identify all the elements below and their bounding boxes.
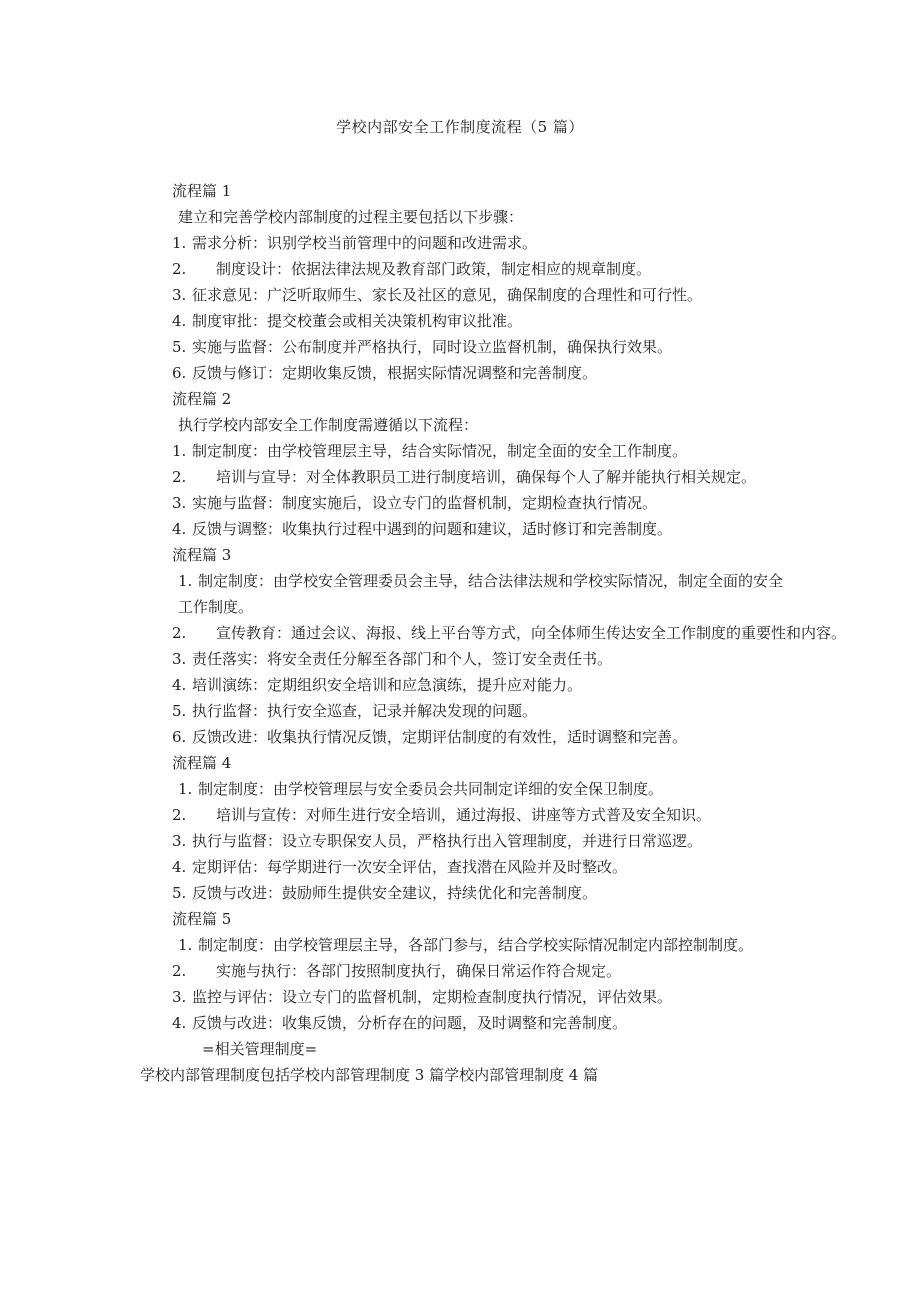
item-text: 制定制度：由学校管理层主导，各部门参与，结合学校实际情况制定内部控制制度。 [198, 936, 754, 954]
item-number: 3. [172, 988, 187, 1006]
item-text: 实施与执行：各部门按照制度执行，确保日常运作符合规定。 [216, 962, 622, 980]
section-heading: 流程篇 5 [172, 910, 232, 928]
list-item [140, 828, 790, 854]
item-text: 需求分析：识别学校当前管理中的问题和改进需求。 [192, 234, 538, 252]
related-label: =相关管理制度= [202, 1040, 318, 1058]
item-text: 反馈与修订：定期收集反馈，根据实际情况调整和完善制度。 [192, 364, 598, 382]
item-number: 1. [172, 442, 187, 460]
item-number: 4. [172, 312, 187, 330]
section-heading: 流程篇 2 [172, 390, 232, 408]
item-text: 反馈与改进：鼓励师生提供安全建议，持续优化和完善制度。 [192, 884, 598, 902]
item-number: 4. [172, 858, 187, 876]
item-text: 制度设计：依据法律法规及教育部门政策，制定相应的规章制度。 [216, 260, 652, 278]
list-item [140, 1010, 790, 1036]
item-number: 2. [172, 806, 187, 824]
item-text: 制度审批：提交校董会或相关决策机构审议批准。 [192, 312, 523, 330]
list-item [140, 984, 790, 1010]
item-number: 2. [172, 962, 187, 980]
section-intro: 建立和完善学校内部制度的过程主要包括以下步骤： [178, 208, 524, 226]
item-text: 实施与监督：制度实施后，设立专门的监督机制，定期检查执行情况。 [192, 494, 658, 512]
item-text: 制定制度：由学校安全管理委员会主导，结合法律法规和学校实际情况，制定全面的安全工作制度。 [178, 572, 784, 616]
list-item [140, 438, 790, 464]
item-number: 2. [172, 468, 187, 486]
list-item [140, 724, 790, 750]
item-number: 4. [172, 1014, 187, 1032]
document-body [140, 178, 847, 1088]
item-text: 制定制度：由学校管理层主导，结合实际情况，制定全面的安全工作制度。 [192, 442, 688, 460]
item-text: 反馈与改进：收集反馈，分析存在的问题，及时调整和完善制度。 [192, 1014, 628, 1032]
section-heading: 流程篇 3 [172, 546, 232, 564]
item-text: 培训与宣导：对全体教职员工进行制度培训，确保每个人了解并能执行相关规定。 [216, 468, 757, 486]
list-item [140, 854, 790, 880]
item-number: 1. [178, 936, 193, 954]
section-heading: 流程篇 1 [172, 182, 232, 200]
item-number: 2. [172, 260, 187, 278]
document-title: 学校内部安全工作制度流程（5 篇） [336, 118, 584, 136]
list-item [140, 568, 790, 620]
item-number: 1. [178, 780, 193, 798]
item-text: 监控与评估：设立专门的监督机制，定期检查制度执行情况，评估效果。 [192, 988, 673, 1006]
list-item [140, 776, 790, 802]
list-item [140, 958, 790, 984]
item-text: 征求意见：广泛听取师生、家长及社区的意见，确保制度的合理性和可行性。 [192, 286, 703, 304]
list-item [140, 334, 790, 360]
list-item [140, 646, 790, 672]
list-item [140, 516, 790, 542]
section-intro: 执行学校内部安全工作制度需遵循以下流程： [178, 416, 479, 434]
item-number: 3. [172, 286, 187, 304]
item-text: 执行与监督：设立专职保安人员，严格执行出入管理制度，并进行日常巡逻。 [192, 832, 703, 850]
list-item [140, 802, 790, 828]
item-text: 责任落实：将安全责任分解至各部门和个人，签订安全责任书。 [192, 650, 613, 668]
item-number: 5. [172, 338, 187, 356]
item-text: 培训与宣传：对师生进行安全培训，通过海报、讲座等方式普及安全知识。 [216, 806, 712, 824]
list-item [140, 932, 790, 958]
item-number: 6. [172, 728, 187, 746]
item-number: 3. [172, 494, 187, 512]
item-number: 1. [178, 572, 193, 590]
list-item [140, 880, 790, 906]
item-text: 定期评估：每学期进行一次安全评估，查找潜在风险并及时整改。 [192, 858, 628, 876]
related-links[interactable]: 学校内部管理制度包括学校内部管理制度 3 篇学校内部管理制度 4 篇 [140, 1066, 599, 1084]
list-item [140, 490, 790, 516]
item-number: 4. [172, 520, 187, 538]
list-item [140, 230, 790, 256]
item-text: 宣传教育：通过会议、海报、线上平台等方式，向全体师生传达安全工作制度的重要性和内容。 [216, 624, 847, 642]
list-item [140, 282, 790, 308]
section-heading: 流程篇 4 [172, 754, 232, 772]
list-item [140, 672, 790, 698]
item-number: 5. [172, 884, 187, 902]
list-item [140, 256, 790, 282]
item-number: 2. [172, 624, 187, 642]
item-number: 4. [172, 676, 187, 694]
item-number: 6. [172, 364, 187, 382]
item-number: 5. [172, 702, 187, 720]
item-number: 3. [172, 650, 187, 668]
list-item [140, 464, 790, 490]
list-item [140, 360, 790, 386]
item-text: 实施与监督：公布制度并严格执行，同时设立监督机制，确保执行效果。 [192, 338, 673, 356]
item-text: 反馈改进：收集执行情况反馈，定期评估制度的有效性，适时调整和完善。 [192, 728, 688, 746]
list-item [140, 698, 790, 724]
item-number: 1. [172, 234, 187, 252]
list-item [140, 308, 790, 334]
item-number: 3. [172, 832, 187, 850]
item-text: 执行监督：执行安全巡查，记录并解决发现的问题。 [192, 702, 538, 720]
item-text: 反馈与调整：收集执行过程中遇到的问题和建议，适时修订和完善制度。 [192, 520, 673, 538]
item-text: 制定制度：由学校管理层与安全委员会共同制定详细的安全保卫制度。 [198, 780, 664, 798]
item-text: 培训演练：定期组织安全培训和应急演练，提升应对能力。 [192, 676, 583, 694]
list-item [140, 620, 847, 646]
